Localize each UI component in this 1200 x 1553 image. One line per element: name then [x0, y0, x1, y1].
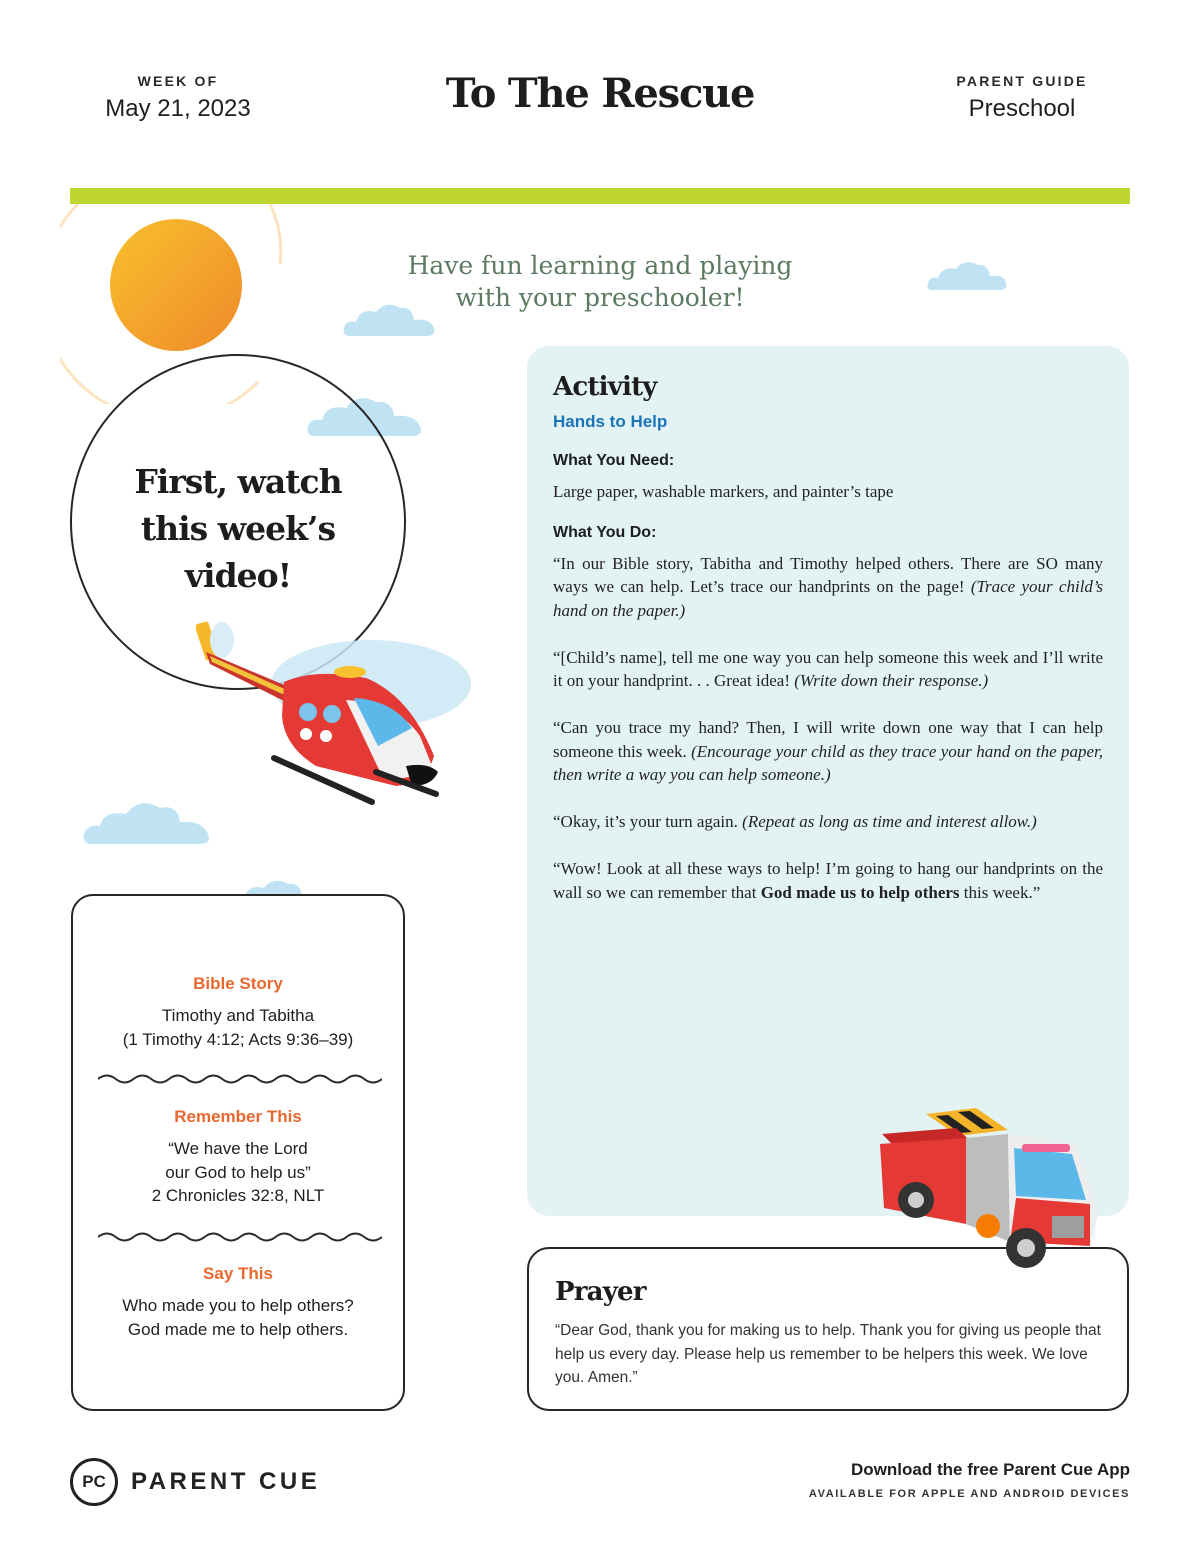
remember-line-1: “We have the Lord	[168, 1139, 308, 1158]
wavy-divider	[98, 1072, 382, 1086]
page-title: To The Rescue	[445, 70, 755, 117]
tagline-line-1: Have fun learning and playing	[407, 251, 793, 280]
what-you-need-text: Large paper, washable markers, and painter’s tape	[553, 482, 894, 501]
prayer-text: “Dear God, thank you for making us to help. Thank you for giving us people that help us every day. Please help us remember to be helpers this week. We love you. Amen.”	[555, 1322, 1101, 1386]
video-line-2: this week’s	[140, 509, 336, 548]
week-date: May 21, 2023	[105, 95, 251, 122]
remember-reference: 2 Chronicles 32:8, NLT	[151, 1186, 325, 1205]
bible-info-box	[71, 894, 405, 1411]
guide-audience: Preschool	[968, 95, 1076, 122]
step-text: “Can you trace my hand? Then, I will write down one way that I can help someone this week.	[553, 718, 1103, 761]
what-you-do-text	[553, 552, 1103, 905]
step-text: “Okay, it’s your turn again.	[553, 812, 738, 831]
step-note: (Encourage your child as they trace your hand on the paper, then write a way you can help someone.)	[553, 741, 1103, 784]
wavy-divider	[98, 1230, 382, 1244]
say-this-heading: Say This	[203, 1264, 273, 1283]
bible-story-text	[73, 1004, 403, 1051]
brand-name: PARENT CUE	[131, 1468, 321, 1495]
step-text: “Wow! Look at all these ways to help! I’m going to hang our handprints on the wall so we can remember that	[553, 859, 1103, 902]
download-app-title[interactable]: Download the free Parent Cue App	[851, 1460, 1130, 1479]
parent-cue-logo-icon	[70, 1458, 118, 1506]
step-text-end: this week.”	[963, 882, 1041, 902]
bible-story-heading: Bible Story	[193, 974, 283, 993]
step-note: (Write down their response.)	[794, 671, 989, 690]
say-line-1: Who made you to help others?	[122, 1296, 354, 1315]
activity-panel	[527, 346, 1129, 1216]
step-text: “In our Bible story, Tabitha and Timothy helped others. There are SO many ways we can help. Let’s trace our handprints on the page!	[553, 553, 1103, 596]
video-callout-text	[88, 458, 388, 599]
logo-mark: PC	[82, 1472, 106, 1491]
prayer-title: Prayer	[555, 1277, 646, 1307]
tagline	[360, 250, 840, 314]
tagline-line-2: with your preschooler!	[455, 283, 745, 312]
activity-title: Activity	[553, 372, 657, 402]
activity-step	[553, 646, 1103, 693]
remember-line-2: our God to help us”	[165, 1162, 311, 1182]
helicopter-icon	[196, 616, 478, 808]
activity-step	[553, 810, 1103, 834]
bible-story-line-1: Timothy and Tabitha	[161, 1006, 315, 1025]
activity-step	[553, 857, 1103, 904]
cloud-icon	[926, 258, 1010, 292]
what-you-need-heading: What You Need:	[553, 452, 675, 469]
activity-step	[553, 716, 1103, 787]
step-text: “[Child’s name], tell me one way you can help someone this week and I’ll write it on your handprint. . . Great idea!	[553, 647, 1103, 690]
week-of-label: WEEK OF	[137, 73, 219, 89]
fire-truck-icon	[876, 1104, 1108, 1274]
step-note: (Trace your child’s hand on the paper.)	[553, 577, 1104, 620]
video-line-1: First, watch	[134, 462, 342, 501]
bible-story-line-2: (1 Timothy 4:12; Acts 9:36–39)	[122, 1029, 354, 1049]
parent-guide-label: PARENT GUIDE	[956, 73, 1088, 89]
step-key-phrase: God made us to help others	[760, 882, 960, 902]
header-divider	[70, 188, 1130, 204]
activity-subtitle: Hands to Help	[553, 412, 668, 431]
video-line-3: video!	[184, 556, 292, 595]
remember-this-text	[73, 1137, 403, 1208]
download-app-subtitle: AVAILABLE FOR APPLE AND ANDROID DEVICES	[808, 1488, 1130, 1500]
remember-this-heading: Remember This	[174, 1107, 302, 1126]
activity-step	[553, 552, 1103, 623]
say-this-text	[73, 1294, 403, 1341]
step-note: (Repeat as long as time and interest allow.)	[742, 812, 1037, 831]
what-you-do-heading: What You Do:	[553, 523, 657, 541]
say-line-2: God made me to help others.	[127, 1319, 349, 1339]
